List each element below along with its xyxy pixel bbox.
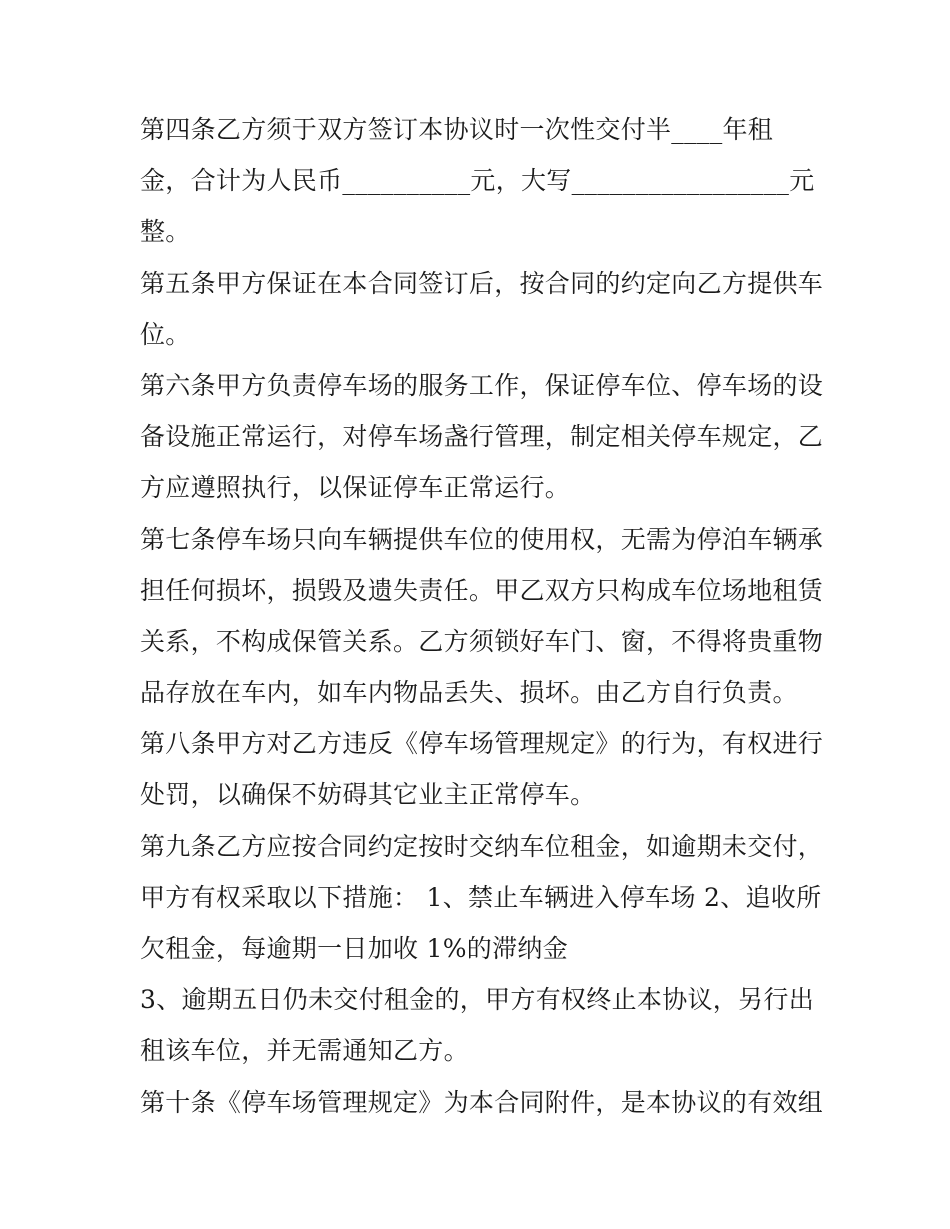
text-line: 欠租金，每逾期一日加收 1%的滞纳金 [140,934,569,963]
contract-text [140,108,824,1132]
text-line: 位。 [140,319,191,349]
text-line: 处罚，以确保不妨碍其它业主正常停车。 [140,780,596,810]
text-line: 担任何损坏，损毁及遗失责任。甲乙双方只构成车位场地租赁 [140,575,824,605]
text-line: 租该车位，并无需通知乙方。 [140,1036,469,1066]
text-line: 第八条甲方对乙方违反《停车场管理规定》的行为，有权进行 [140,729,824,759]
text-line: 第九条乙方应按合同约定按时交纳车位租金，如逾期未交付， [140,831,824,861]
text-line: 第六条甲方负责停车场的服务工作，保证停车位、停车场的设 [140,370,824,400]
text-line: 备设施正常运行，对停车场盏行管理，制定相关停车规定，乙 [140,422,824,452]
text-line: 第十条《停车场管理规定》为本合同附件，是本协议的有效组 [140,1087,824,1117]
text-line: 品存放在车内，如车内物品丢失、损坏。由乙方自行负责。 [140,678,798,708]
text-line: 第七条停车场只向车辆提供车位的使用权，无需为停泊车辆承 [140,524,824,554]
text-line: 甲方有权采取以下措施： 1、禁止车辆进入停车场 2、追收所 [140,882,822,912]
text-line: 整。 [140,217,191,247]
text-line: 第五条甲方保证在本合同签订后，按合同的约定向乙方提供车 [140,268,824,298]
text-line: 第四条乙方须于双方签订本协议时一次性交付半____年租 [140,115,774,144]
text-line: 金，合计为人民币__________元，大写_________________元 [140,166,815,196]
text-line: 方应遵照执行，以保证停车正常运行。 [140,473,571,503]
text-line: 3、逾期五日仍未交付租金的，甲方有权终止本协议，另行出 [140,985,815,1015]
text-line: 关系，不构成保管关系。乙方须锁好车门、窗，不得将贵重物 [140,626,824,656]
